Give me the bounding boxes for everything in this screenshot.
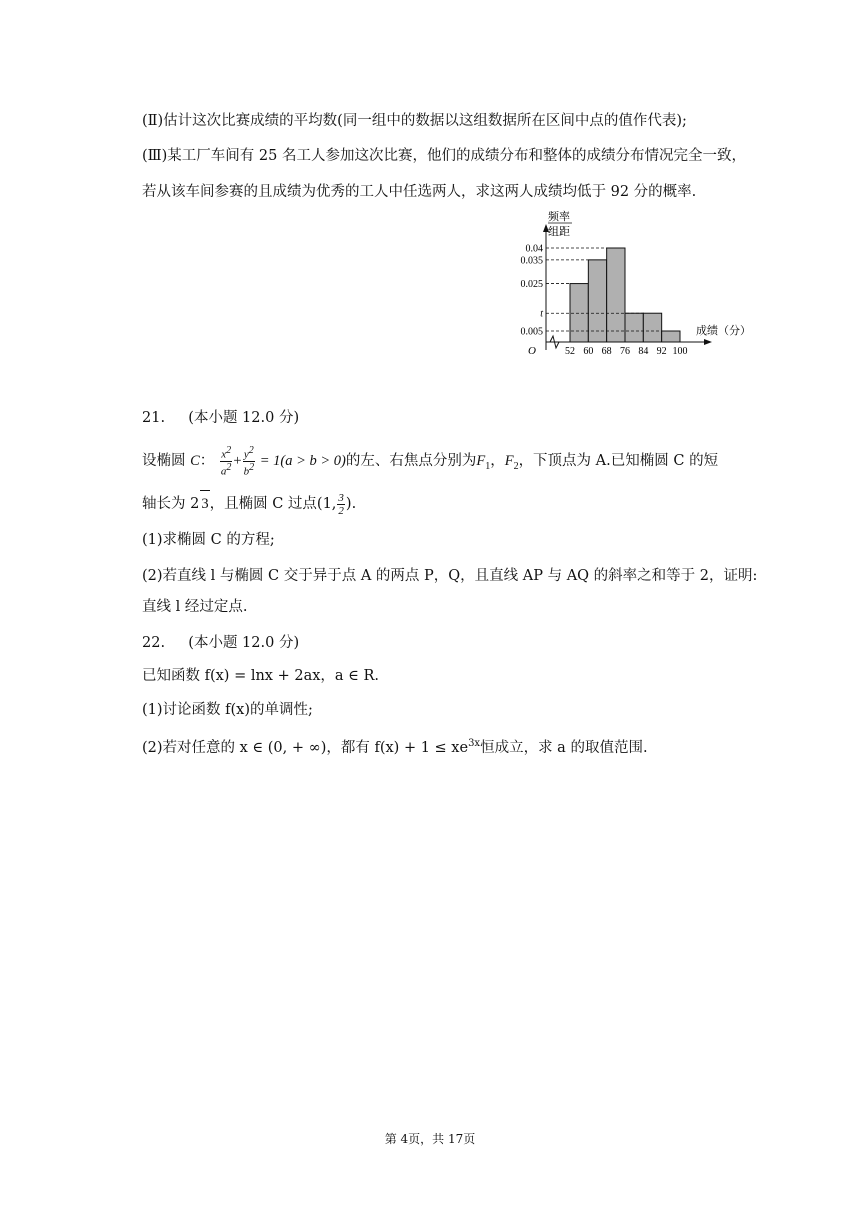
- question-21-part-2-cont: 直线 l 经过定点.: [142, 599, 248, 615]
- x-tick-label: 60: [583, 346, 594, 357]
- histogram-bar: [662, 331, 680, 342]
- y-axis-label-top: 频率: [548, 210, 570, 223]
- question-points: (本小题 12.0 分): [188, 635, 300, 651]
- question-points: (本小题 12.0 分): [188, 410, 300, 426]
- question-21-stem-2: 轴长为 2 3，且椭圆 C 过点(1, $\frac{3}{2}$ ).: [142, 491, 357, 517]
- histogram-bar: [643, 313, 661, 342]
- histogram-bar: [625, 313, 643, 342]
- x-tick-label: 84: [638, 346, 649, 357]
- question-22-stem: 已知函数 f(x) = lnx + 2ax，a ∈ R.: [142, 668, 380, 684]
- y-axis-label-bottom: 组距: [548, 225, 570, 238]
- question-21-stem-1: 设椭圆 C： $\frac{x^2}{a^2}$ + $\frac{y^2}{b^2}$ = 1(a > b > 0)的左、右焦点分别为$F_1$，$F_2$，下顶点为 A.已知椭圆 C 的短: [142, 445, 719, 478]
- question-21-part-1: (1)求椭圆 C 的方程;: [142, 532, 275, 548]
- x-axis-label: 成绩（分）: [696, 324, 751, 337]
- histogram-bar: [588, 260, 606, 342]
- y-tick-label: t: [540, 308, 543, 320]
- x-axis-arrow: [704, 339, 712, 345]
- question-22-header: [142, 633, 299, 653]
- origin-label: O: [528, 345, 536, 357]
- y-tick-label: 0.005: [520, 326, 543, 338]
- question-number: 22.: [142, 635, 166, 651]
- page-footer: 第 4页，共 17页: [384, 1132, 476, 1146]
- histogram-chart: [520, 208, 760, 358]
- x-tick-label: 92: [656, 346, 667, 357]
- y-tick-label: 0.025: [520, 279, 543, 291]
- histogram-svg: [520, 208, 760, 358]
- x2-over-a2-fraction: $\frac{x^2}{a^2}$: [220, 445, 232, 478]
- y-tick-label: 0.04: [525, 243, 543, 255]
- x-tick-label: 52: [565, 346, 575, 357]
- x-tick-label: 68: [601, 346, 612, 357]
- y-tick-label: 0.035: [520, 255, 543, 267]
- three-halves-fraction: $\frac{3}{2}$: [338, 491, 344, 517]
- question-20-part-3-cont: 若从该车间参赛的且成绩为优秀的工人中任选两人，求这两人成绩均低于 92 分的概率.: [142, 184, 697, 200]
- question-22-part-1: (1)讨论函数 f(x)的单调性;: [142, 702, 313, 718]
- sqrt-3: 3: [200, 490, 209, 517]
- x-tick-label: 100: [672, 346, 688, 357]
- question-22-part-2: (2)若对任意的 x ∈ (0, + ∞)，都有 $f(x) + 1 \le xe^{3x}$恒成立，求 a 的取值范围.: [142, 738, 648, 756]
- question-20-part-2: (Ⅱ)估计这次比赛成绩的平均数(同一组中的数据以这组数据所在区间中点的值作代表);: [142, 113, 687, 129]
- histogram-bar: [570, 284, 588, 342]
- question-21-part-2: (2)若直线 l 与椭圆 C 交于异于点 A 的两点 P，Q，且直线 AP 与 AQ 的斜率之和等于 2，证明:: [142, 568, 758, 584]
- x-tick-label: 76: [620, 346, 630, 357]
- question-20-part-3: (Ⅲ)某工厂车间有 25 名工人参加这次比赛，他们的成绩分布和整体的成绩分布情况完全一致，: [142, 148, 746, 164]
- histogram-bar: [607, 248, 625, 342]
- y2-over-b2-fraction: $\frac{y^2}{b^2}$: [243, 445, 255, 478]
- question-number: 21.: [142, 410, 166, 426]
- question-21-header: [142, 408, 299, 428]
